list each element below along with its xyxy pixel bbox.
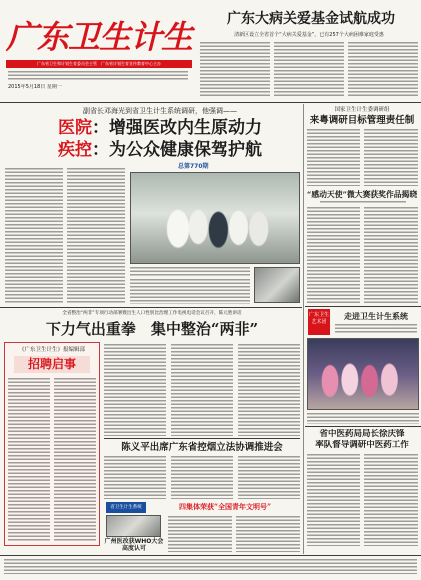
lead-headline-text: ：增强医改内生原动力 <box>92 118 262 138</box>
section-divider <box>104 438 300 439</box>
body-text-column <box>364 207 418 304</box>
notice-organization: 《广东卫生计生》报编辑部 <box>18 347 85 353</box>
footer-fine-print <box>4 559 417 574</box>
body-text-column <box>104 344 166 436</box>
section-divider <box>0 102 421 103</box>
body-text-column <box>307 207 360 304</box>
masthead-fine-print <box>8 71 188 81</box>
body-text-column <box>236 516 300 552</box>
sidebar-story4-headline: 省中医药局局长徐庆锋 <box>319 429 405 439</box>
lead-headline-cdc <box>20 140 300 161</box>
sidebar-story1-headline: 来粤调研目标管理责任制 <box>309 115 415 126</box>
body-text-column <box>5 168 63 304</box>
body-text-column <box>8 378 50 542</box>
brief-headline: 四集体荣获“全国青年文明号” <box>178 502 272 511</box>
notice-title: 招聘启事 <box>14 356 90 373</box>
brief-photo <box>106 515 161 537</box>
footer-divider <box>0 555 421 556</box>
body-text-column <box>364 129 418 186</box>
body-text-column <box>307 129 360 186</box>
sidebar-story3-headline: 走进卫生计生系统 <box>344 311 408 321</box>
issue-date: 2015年5月18日 星期一 <box>8 84 62 90</box>
lead-headline-tag: 疾控 <box>58 140 92 160</box>
section-divider <box>305 306 421 307</box>
lead-headline-text: ：为公众健康保驾护航 <box>92 140 262 160</box>
body-text-column <box>238 456 300 499</box>
body-text-column <box>67 168 125 304</box>
sidebar-story3-subhead <box>335 324 417 333</box>
body-text-column <box>274 42 344 98</box>
body-text-column <box>104 456 166 499</box>
body-text-column <box>238 344 300 436</box>
art-troupe-badge: 广东卫生艺术团 <box>308 309 330 335</box>
body-text-column <box>171 344 233 436</box>
top-story-headline: 广东大病关爱基金试航成功 <box>227 11 395 27</box>
issue-number: 总第770期 <box>178 163 209 170</box>
sidebar-story2-subhead <box>320 201 406 204</box>
sidebar-story2-headline: “感动天使”微大赛获奖作品揭晓 <box>306 190 418 199</box>
body-text-column <box>54 378 96 542</box>
body-text-column <box>171 456 233 499</box>
column-divider <box>303 104 304 554</box>
section-divider <box>305 426 421 427</box>
publisher-bar: 广东省卫生和计划生育委员会主管 广东省计划生育宣传教育中心主办 <box>6 60 192 68</box>
third-story-headline: 陈义平出席广东省控烟立法协调推进会 <box>121 442 283 453</box>
photo-caption <box>307 413 419 424</box>
body-text-column <box>364 454 418 546</box>
sidebar-story1-kicker: 国家卫生计生委调研组 <box>334 107 390 113</box>
top-story-subhead: 清新区设立全省首个“大病关爱基金”，已有257个大病困难家庭受惠 <box>234 32 384 38</box>
lead-headline-tag: 医院 <box>58 118 92 138</box>
body-text-column <box>348 42 418 98</box>
section-divider <box>0 307 302 308</box>
body-text-column <box>168 516 232 552</box>
who-brief-headline: 广州医改获WHO大会高度认可 <box>104 538 164 552</box>
lead-headline-hospital <box>20 118 300 139</box>
body-text-column <box>200 42 270 98</box>
lead-photo <box>130 172 300 264</box>
performance-photo <box>307 338 419 410</box>
lead-kicker: 副省长邓海光到省卫生计生系统调研，他强调—— <box>83 107 237 115</box>
second-story-headline: 下力气出重拳 集中整治“两非” <box>45 320 259 338</box>
brief-label: 省卫生计生系统 <box>106 502 146 513</box>
second-story-kicker: 全省整治“两非”专项行动部署暨出生人口性别比治理工作电视电话会议召开，陈元胜讲话 <box>62 311 242 316</box>
masthead-logo: 广东卫生计生 <box>6 18 193 56</box>
inset-photo <box>254 267 300 303</box>
body-text-column <box>130 279 250 304</box>
body-text-column <box>307 454 360 546</box>
sidebar-story4-headline: 率队督导调研中医药工作 <box>315 440 409 450</box>
photo-caption <box>130 267 250 276</box>
